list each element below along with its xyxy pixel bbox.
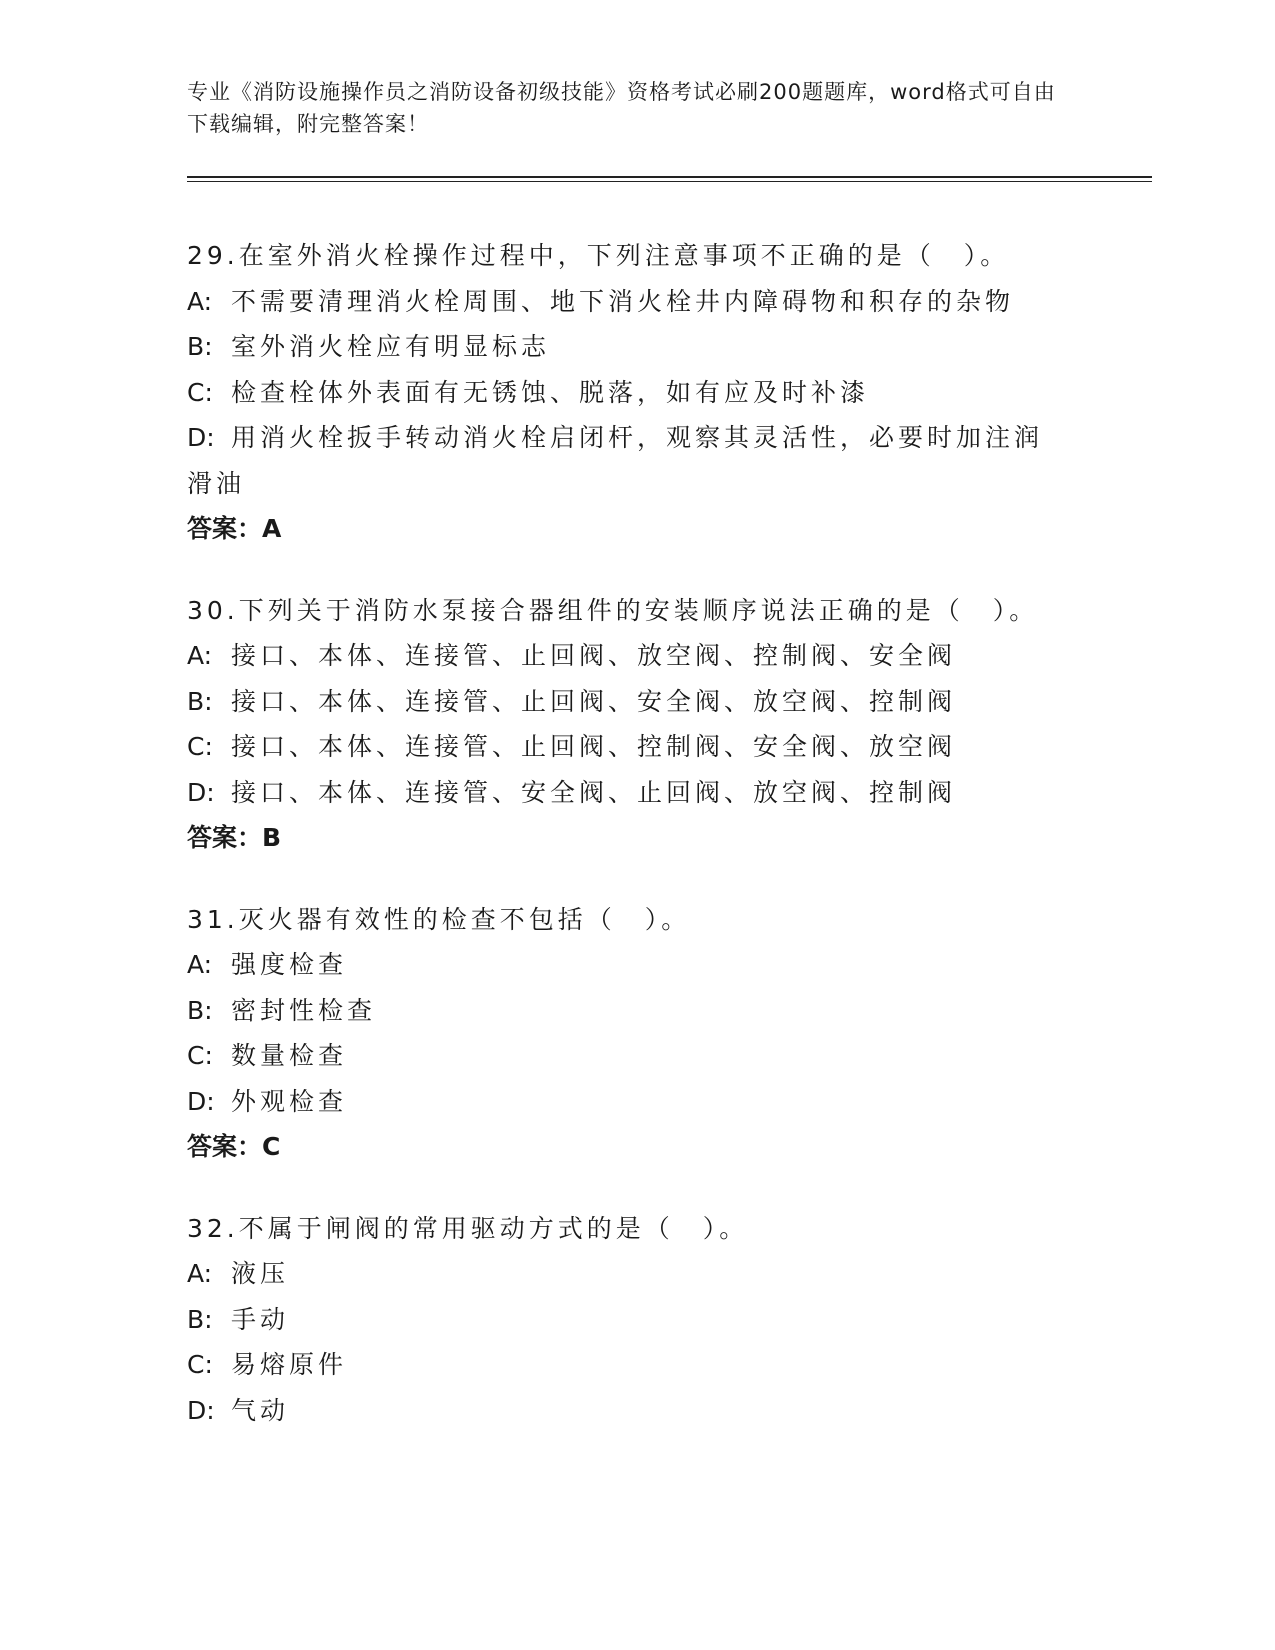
option-letter: A:	[187, 950, 213, 979]
option-letter: A:	[187, 286, 213, 316]
option-text: 气动	[231, 1395, 290, 1425]
option-letter: B:	[187, 332, 213, 361]
option-text: 检查栓体外表面有无锈蚀、脱落，如有应及时补漆	[231, 377, 870, 407]
answer-label: 答案：A	[187, 514, 282, 543]
option-text: 数量检查	[231, 1041, 348, 1070]
option-d	[187, 770, 1087, 816]
option-letter: B:	[187, 686, 213, 716]
question-title: 30.下列关于消防水泵接合器组件的安装顺序说法正确的是（ ）。	[187, 595, 1039, 625]
option-text: 接口、本体、连接管、安全阀、止回阀、放空阀、控制阀	[231, 777, 957, 807]
option-a	[187, 633, 1087, 679]
header-divider-thick	[187, 176, 1152, 178]
option-text: 接口、本体、连接管、止回阀、控制阀、安全阀、放空阀	[231, 732, 957, 761]
answer-label: 答案：B	[187, 823, 282, 852]
option-b	[187, 679, 1087, 725]
option-c	[187, 1033, 1087, 1079]
question-title: 31.灭火器有效性的检查不包括（ ）。	[187, 904, 691, 934]
option-text: 易熔原件	[231, 1350, 348, 1379]
option-d	[187, 1388, 1087, 1434]
question-title: 32.不属于闸阀的常用驱动方式的是（ ）。	[187, 1213, 749, 1243]
header-divider-thin	[187, 181, 1152, 182]
answer-label: 答案：C	[187, 1132, 281, 1161]
option-letter: B:	[187, 995, 213, 1025]
option-b	[187, 324, 1087, 370]
option-letter: A:	[187, 1259, 213, 1288]
option-c	[187, 1342, 1087, 1388]
option-a	[187, 279, 1087, 325]
question-29	[187, 233, 1087, 552]
option-d	[187, 415, 1047, 506]
document-header: 专业《消防设施操作员之消防设备初级技能》资格考试必刷200题题库，word格式可自由下载编辑，附完整答案！	[187, 80, 1056, 136]
option-b	[187, 988, 1087, 1034]
question-30	[187, 588, 1087, 861]
option-text: 接口、本体、连接管、止回阀、放空阀、控制阀、安全阀	[231, 641, 957, 670]
question-title: 29.在室外消火栓操作过程中，下列注意事项不正确的是（ ）。	[187, 241, 1010, 270]
option-text: 接口、本体、连接管、止回阀、安全阀、放空阀、控制阀	[231, 686, 957, 716]
option-text: 密封性检查	[231, 995, 377, 1025]
option-c	[187, 724, 1087, 770]
option-letter: B:	[187, 1304, 213, 1334]
option-letter: D:	[187, 1086, 215, 1116]
question-32	[187, 1206, 1087, 1434]
option-text: 不需要清理消火栓周围、地下消火栓井内障碍物和积存的杂物	[231, 286, 1015, 316]
option-a	[187, 1251, 1087, 1297]
option-letter: C:	[187, 732, 213, 761]
option-text: 液压	[231, 1259, 290, 1288]
option-a	[187, 942, 1087, 988]
option-text: 手动	[231, 1304, 290, 1334]
option-letter: C:	[187, 1041, 213, 1070]
option-d	[187, 1079, 1087, 1125]
option-letter: D:	[187, 777, 215, 807]
option-letter: A:	[187, 641, 213, 670]
option-text: 强度检查	[231, 950, 348, 979]
option-b	[187, 1297, 1087, 1343]
option-letter: D:	[187, 1395, 215, 1425]
option-text: 用消火栓扳手转动消火栓启闭杆，观察其灵活性，必要时加注润滑油	[187, 423, 1044, 498]
option-text: 外观检查	[231, 1086, 348, 1116]
option-letter: D:	[187, 423, 215, 452]
option-text: 室外消火栓应有明显标志	[231, 332, 551, 361]
option-letter: C:	[187, 1350, 213, 1379]
option-c	[187, 370, 1087, 416]
question-31	[187, 897, 1087, 1170]
option-letter: C:	[187, 377, 213, 407]
question-list	[187, 233, 1087, 1433]
